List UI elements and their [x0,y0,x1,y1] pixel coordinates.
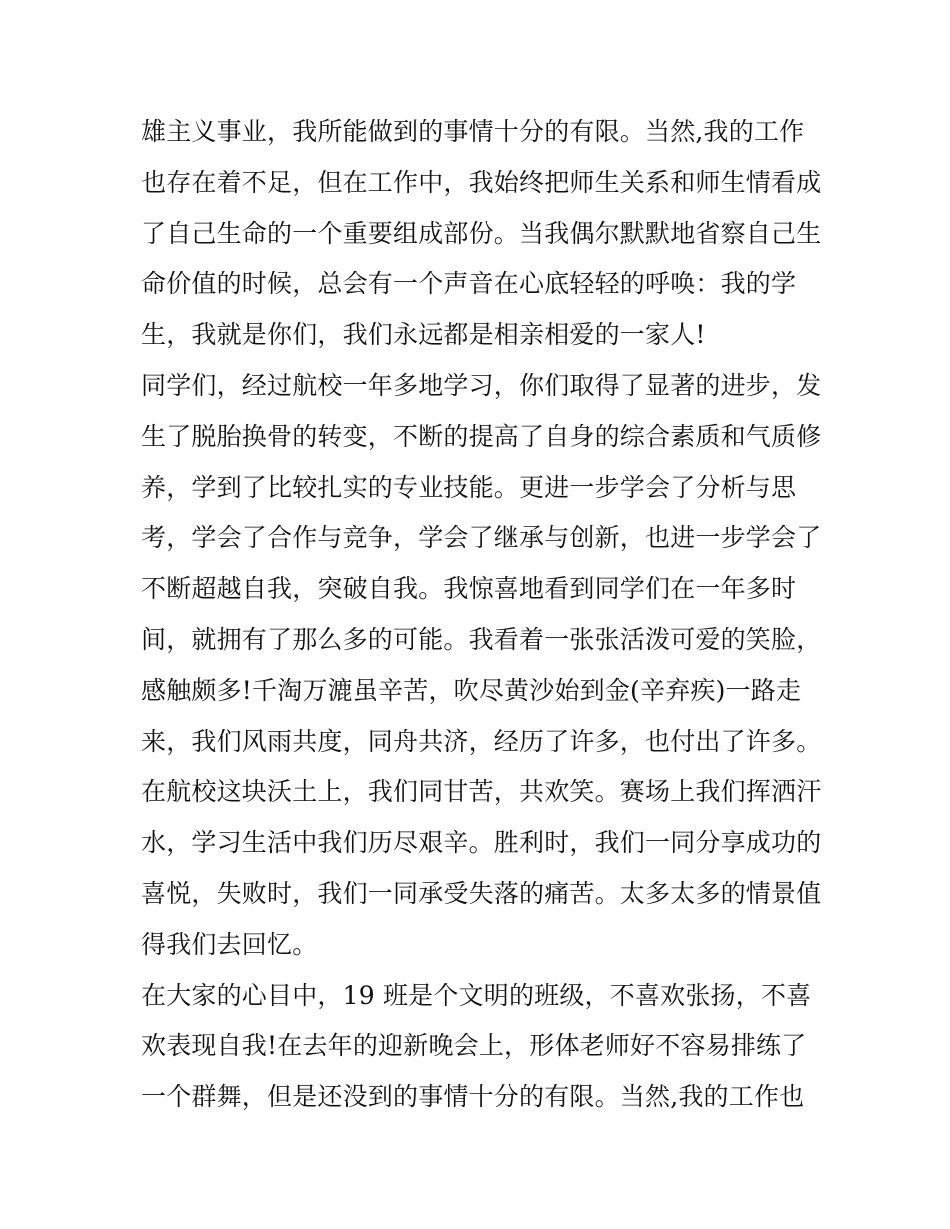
text-line: 也存在着不足，但在工作中，我始终把师生关系和师生情看成 [141,167,822,197]
text-line: 感触颇多!千淘万漉虽辛苦，吹尽黄沙始到金(辛弃疾)一路走 [141,675,802,705]
body-text [141,107,821,1123]
text-line: 一个群舞，但是还没到的事情十分的有限。当然,我的工作也 [141,1082,805,1112]
text-line: 同学们，经过航校一年多地学习，你们取得了显著的进步，发 [141,370,822,400]
text-line: 生了脱胎换骨的转变，不断的提高了自身的综合素质和气质修 [141,421,822,451]
text-line: 不断超越自我，突破自我。我惊喜地看到同学们在一年多时 [141,574,797,604]
text-line: 喜悦，失败时，我们一同承受失落的痛苦。太多太多的情景值 [141,878,822,908]
text-line: 得我们去回忆。 [141,929,318,959]
text-line: 生，我就是你们，我们永远都是相亲相爱的一家人! [141,320,706,350]
text-line: 来，我们风雨共度，同舟共济，经历了许多，也付出了许多。 [141,726,822,756]
text-line: 间，就拥有了那么多的可能。我看着一张张活泼可爱的笑脸， [141,624,822,654]
text-line: 水，学习生活中我们历尽艰辛。胜利时，我们一同分享成功的 [141,828,822,858]
text-line: 雄主义事业，我所能做到的事情十分的有限。当然,我的工作 [141,117,805,146]
text-line: 了自己生命的一个重要组成部份。当我偶尔默默地省察自己生 [141,218,822,248]
text-line: 在大家的心目中，19 班是个文明的班级，不喜欢张扬，不喜 [141,980,812,1010]
text-line: 欢表现自我!在去年的迎新晚会上，形体老师好不容易排练了 [141,1031,807,1061]
text-line: 命价值的时候，总会有一个声音在心底轻轻的呼唤：我的学 [141,269,797,299]
text-line: 在航校这块沃土上，我们同甘苦，共欢笑。赛场上我们挥洒汗 [141,777,822,807]
text-line: 考，学会了合作与竞争，学会了继承与创新，也进一步学会了 [141,523,822,553]
text-line: 养，学到了比较扎实的专业技能。更进一步学会了分析与思 [141,472,797,502]
